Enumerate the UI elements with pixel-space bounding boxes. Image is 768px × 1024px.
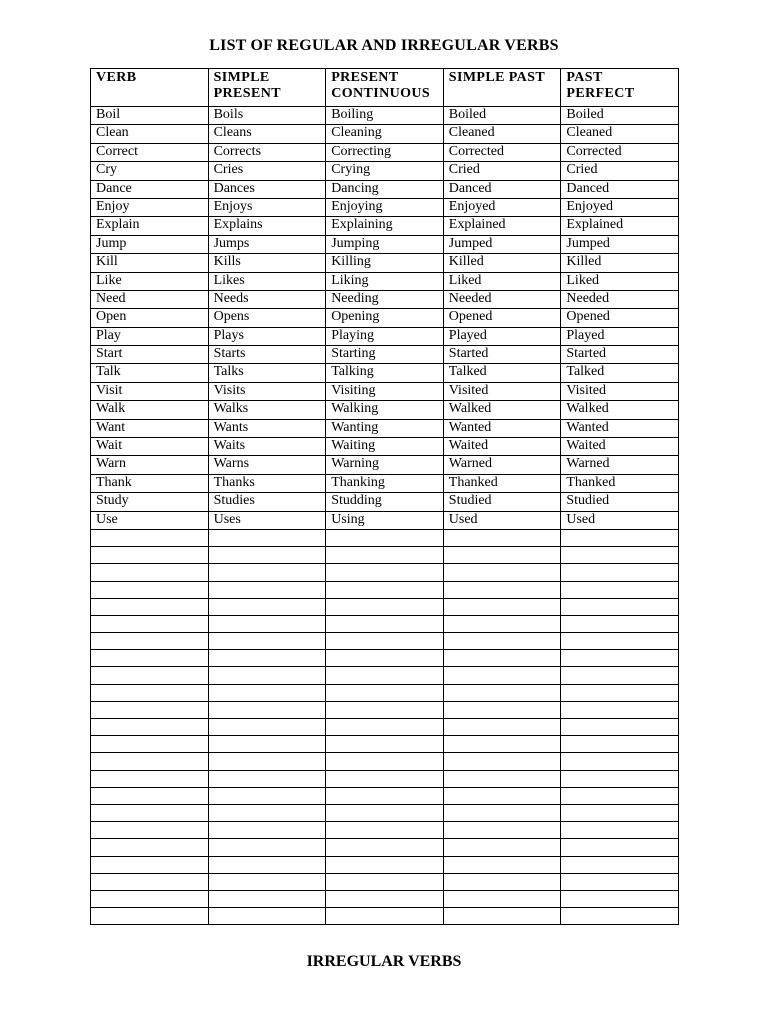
table-cell: Liking (326, 272, 444, 290)
empty-table-row (91, 804, 679, 821)
table-cell: Enjoys (208, 198, 326, 216)
empty-table-cell (561, 701, 679, 718)
table-cell: Visited (561, 382, 679, 400)
empty-table-cell (443, 770, 561, 787)
table-cell: Opened (561, 309, 679, 327)
table-row (91, 290, 679, 308)
empty-table-cell (561, 770, 679, 787)
verbs-table (90, 68, 679, 925)
empty-table-row (91, 770, 679, 787)
table-cell: Correct (91, 143, 209, 161)
table-row (91, 438, 679, 456)
empty-table-row (91, 667, 679, 684)
empty-table-cell (326, 908, 444, 925)
empty-table-cell (561, 547, 679, 564)
empty-table-cell (326, 547, 444, 564)
table-cell: Start (91, 346, 209, 364)
table-cell: Jumps (208, 235, 326, 253)
table-cell: Walked (443, 401, 561, 419)
table-cell: Liked (443, 272, 561, 290)
empty-table-cell (91, 667, 209, 684)
table-row (91, 162, 679, 180)
table-cell: Opening (326, 309, 444, 327)
empty-table-cell (443, 822, 561, 839)
empty-table-cell (208, 787, 326, 804)
table-cell: Talk (91, 364, 209, 382)
empty-table-cell (443, 890, 561, 907)
empty-table-row (91, 719, 679, 736)
empty-table-cell (208, 633, 326, 650)
table-cell: Talked (443, 364, 561, 382)
empty-table-cell (91, 839, 209, 856)
empty-table-cell (91, 908, 209, 925)
empty-table-cell (561, 650, 679, 667)
empty-table-cell (91, 856, 209, 873)
table-row (91, 217, 679, 235)
column-header: SIMPLE PRESENT (208, 69, 326, 107)
empty-table-cell (443, 529, 561, 546)
empty-table-cell (208, 564, 326, 581)
empty-table-cell (208, 581, 326, 598)
table-cell: Starts (208, 346, 326, 364)
empty-table-cell (326, 856, 444, 873)
table-cell: Explained (443, 217, 561, 235)
table-cell: Dancing (326, 180, 444, 198)
table-cell: Warned (443, 456, 561, 474)
empty-table-cell (443, 719, 561, 736)
table-cell: Cleaned (561, 125, 679, 143)
empty-table-cell (91, 822, 209, 839)
table-cell: Visit (91, 382, 209, 400)
table-cell: Wants (208, 419, 326, 437)
empty-table-row (91, 873, 679, 890)
table-cell: Enjoying (326, 198, 444, 216)
table-cell: Correcting (326, 143, 444, 161)
empty-table-cell (91, 787, 209, 804)
table-cell: Liked (561, 272, 679, 290)
table-cell: Explaining (326, 217, 444, 235)
table-row (91, 272, 679, 290)
empty-table-cell (208, 701, 326, 718)
empty-table-row (91, 581, 679, 598)
table-cell: Need (91, 290, 209, 308)
table-row (91, 198, 679, 216)
empty-table-row (91, 598, 679, 615)
empty-table-cell (443, 804, 561, 821)
empty-table-cell (91, 615, 209, 632)
table-cell: Warns (208, 456, 326, 474)
table-cell: Danced (561, 180, 679, 198)
empty-table-cell (208, 822, 326, 839)
table-cell: Explained (561, 217, 679, 235)
table-cell: Wanting (326, 419, 444, 437)
empty-table-cell (326, 787, 444, 804)
column-header: PAST PERFECT (561, 69, 679, 107)
table-row (91, 235, 679, 253)
empty-table-cell (91, 598, 209, 615)
table-cell: Open (91, 309, 209, 327)
empty-table-cell (326, 701, 444, 718)
empty-table-cell (208, 547, 326, 564)
empty-table-cell (208, 667, 326, 684)
empty-table-cell (91, 701, 209, 718)
table-cell: Cried (561, 162, 679, 180)
table-cell: Boiling (326, 107, 444, 125)
empty-table-cell (326, 684, 444, 701)
empty-table-row (91, 529, 679, 546)
empty-table-cell (443, 667, 561, 684)
table-cell: Played (561, 327, 679, 345)
empty-table-cell (91, 719, 209, 736)
empty-table-row (91, 839, 679, 856)
table-cell: Studding (326, 493, 444, 511)
empty-table-cell (561, 667, 679, 684)
table-cell: Corrected (443, 143, 561, 161)
empty-table-row (91, 684, 679, 701)
table-cell: Use (91, 511, 209, 529)
empty-table-cell (91, 650, 209, 667)
table-cell: Studied (443, 493, 561, 511)
empty-table-cell (561, 529, 679, 546)
empty-table-cell (561, 598, 679, 615)
table-cell: Played (443, 327, 561, 345)
table-cell: Killed (443, 254, 561, 272)
empty-table-row (91, 908, 679, 925)
table-row (91, 107, 679, 125)
table-row (91, 401, 679, 419)
table-cell: Kills (208, 254, 326, 272)
table-cell: Needed (561, 290, 679, 308)
empty-table-cell (443, 856, 561, 873)
table-row (91, 346, 679, 364)
empty-table-cell (326, 736, 444, 753)
table-cell: Boiled (561, 107, 679, 125)
empty-table-cell (208, 839, 326, 856)
table-cell: Warned (561, 456, 679, 474)
empty-table-cell (208, 890, 326, 907)
table-cell: Waited (561, 438, 679, 456)
table-row (91, 254, 679, 272)
table-cell: Uses (208, 511, 326, 529)
table-cell: Dances (208, 180, 326, 198)
table-cell: Dance (91, 180, 209, 198)
empty-table-cell (443, 736, 561, 753)
empty-table-cell (326, 770, 444, 787)
table-cell: Explain (91, 217, 209, 235)
empty-table-cell (326, 873, 444, 890)
empty-table-cell (561, 564, 679, 581)
empty-table-cell (443, 701, 561, 718)
empty-table-cell (326, 839, 444, 856)
table-cell: Needs (208, 290, 326, 308)
table-cell: Enjoy (91, 198, 209, 216)
empty-table-cell (208, 529, 326, 546)
table-cell: Started (443, 346, 561, 364)
empty-table-cell (326, 650, 444, 667)
empty-table-cell (561, 908, 679, 925)
table-cell: Jumped (443, 235, 561, 253)
column-header: SIMPLE PAST (443, 69, 561, 107)
table-cell: Jumping (326, 235, 444, 253)
table-cell: Killed (561, 254, 679, 272)
empty-table-cell (208, 598, 326, 615)
table-cell: Thanked (443, 474, 561, 492)
table-row (91, 382, 679, 400)
empty-table-cell (208, 770, 326, 787)
table-cell: Thanking (326, 474, 444, 492)
table-cell: Corrected (561, 143, 679, 161)
table-cell: Visited (443, 382, 561, 400)
empty-table-row (91, 701, 679, 718)
empty-table-cell (208, 650, 326, 667)
table-cell: Waiting (326, 438, 444, 456)
table-cell: Enjoyed (443, 198, 561, 216)
empty-table-cell (326, 822, 444, 839)
table-cell: Studied (561, 493, 679, 511)
table-cell: Cleaned (443, 125, 561, 143)
table-cell: Talking (326, 364, 444, 382)
empty-table-cell (561, 719, 679, 736)
empty-table-cell (561, 873, 679, 890)
empty-table-cell (326, 633, 444, 650)
table-cell: Used (561, 511, 679, 529)
empty-table-cell (443, 908, 561, 925)
empty-table-cell (443, 581, 561, 598)
empty-table-cell (443, 684, 561, 701)
table-cell: Started (561, 346, 679, 364)
table-cell: Starting (326, 346, 444, 364)
table-cell: Wait (91, 438, 209, 456)
table-cell: Talked (561, 364, 679, 382)
table-cell: Cries (208, 162, 326, 180)
empty-table-row (91, 736, 679, 753)
empty-table-cell (208, 684, 326, 701)
empty-table-cell (443, 564, 561, 581)
empty-table-cell (326, 581, 444, 598)
empty-table-cell (208, 736, 326, 753)
table-cell: Corrects (208, 143, 326, 161)
column-header: PRESENT CONTINUOUS (326, 69, 444, 107)
empty-table-cell (561, 633, 679, 650)
table-cell: Play (91, 327, 209, 345)
empty-table-cell (326, 753, 444, 770)
table-row (91, 474, 679, 492)
table-cell: Cried (443, 162, 561, 180)
table-cell: Crying (326, 162, 444, 180)
table-body (91, 107, 679, 925)
table-row (91, 327, 679, 345)
table-cell: Jumped (561, 235, 679, 253)
empty-table-cell (443, 839, 561, 856)
table-cell: Likes (208, 272, 326, 290)
table-cell: Boil (91, 107, 209, 125)
empty-table-cell (91, 873, 209, 890)
table-cell: Walked (561, 401, 679, 419)
empty-table-cell (208, 856, 326, 873)
empty-table-cell (443, 787, 561, 804)
empty-table-cell (208, 615, 326, 632)
table-cell: Wanted (443, 419, 561, 437)
table-cell: Opened (443, 309, 561, 327)
empty-table-cell (443, 650, 561, 667)
table-cell: Wanted (561, 419, 679, 437)
table-cell: Danced (443, 180, 561, 198)
empty-table-cell (91, 753, 209, 770)
empty-table-cell (208, 804, 326, 821)
table-cell: Warning (326, 456, 444, 474)
empty-table-cell (91, 564, 209, 581)
empty-table-row (91, 564, 679, 581)
table-cell: Thanks (208, 474, 326, 492)
empty-table-cell (326, 719, 444, 736)
page-title: LIST OF REGULAR AND IRREGULAR VERBS (209, 37, 559, 54)
table-cell: Waited (443, 438, 561, 456)
empty-table-cell (326, 667, 444, 684)
empty-table-cell (208, 873, 326, 890)
empty-table-cell (561, 890, 679, 907)
empty-table-cell (326, 529, 444, 546)
table-cell: Jump (91, 235, 209, 253)
empty-table-cell (91, 581, 209, 598)
table-cell: Thank (91, 474, 209, 492)
table-cell: Kill (91, 254, 209, 272)
empty-table-cell (561, 856, 679, 873)
empty-table-row (91, 633, 679, 650)
table-cell: Walk (91, 401, 209, 419)
empty-table-cell (443, 547, 561, 564)
column-header: VERB (91, 69, 209, 107)
table-cell: Enjoyed (561, 198, 679, 216)
table-cell: Cleans (208, 125, 326, 143)
empty-table-row (91, 822, 679, 839)
empty-table-cell (326, 615, 444, 632)
table-cell: Study (91, 493, 209, 511)
table-cell: Talks (208, 364, 326, 382)
empty-table-cell (91, 633, 209, 650)
table-row (91, 143, 679, 161)
table-cell: Used (443, 511, 561, 529)
empty-table-cell (561, 581, 679, 598)
table-cell: Warn (91, 456, 209, 474)
empty-table-cell (443, 633, 561, 650)
empty-table-cell (443, 615, 561, 632)
table-cell: Using (326, 511, 444, 529)
table-cell: Thanked (561, 474, 679, 492)
empty-table-cell (91, 804, 209, 821)
empty-table-row (91, 615, 679, 632)
empty-table-cell (91, 684, 209, 701)
empty-table-cell (561, 753, 679, 770)
table-header-row (91, 69, 679, 107)
table-cell: Clean (91, 125, 209, 143)
table-cell: Waits (208, 438, 326, 456)
table-cell: Opens (208, 309, 326, 327)
empty-table-cell (208, 753, 326, 770)
empty-table-cell (561, 684, 679, 701)
table-cell: Boils (208, 107, 326, 125)
table-cell: Needed (443, 290, 561, 308)
table-cell: Studies (208, 493, 326, 511)
table-cell: Cleaning (326, 125, 444, 143)
empty-table-cell (443, 753, 561, 770)
empty-table-cell (326, 890, 444, 907)
empty-table-cell (443, 873, 561, 890)
table-cell: Boiled (443, 107, 561, 125)
empty-table-row (91, 547, 679, 564)
table-row (91, 456, 679, 474)
table-cell: Needing (326, 290, 444, 308)
table-row (91, 511, 679, 529)
empty-table-cell (208, 719, 326, 736)
empty-table-cell (561, 822, 679, 839)
table-cell: Like (91, 272, 209, 290)
table-cell: Plays (208, 327, 326, 345)
empty-table-cell (326, 598, 444, 615)
table-row (91, 493, 679, 511)
table-row (91, 309, 679, 327)
table-cell: Walks (208, 401, 326, 419)
empty-table-cell (91, 736, 209, 753)
empty-table-cell (561, 787, 679, 804)
empty-table-cell (91, 890, 209, 907)
table-cell: Visiting (326, 382, 444, 400)
table-row (91, 364, 679, 382)
table-cell: Want (91, 419, 209, 437)
empty-table-cell (561, 804, 679, 821)
table-row (91, 125, 679, 143)
empty-table-cell (561, 615, 679, 632)
empty-table-cell (326, 804, 444, 821)
table-row (91, 419, 679, 437)
table-cell: Playing (326, 327, 444, 345)
empty-table-cell (91, 547, 209, 564)
empty-table-cell (326, 564, 444, 581)
empty-table-cell (561, 736, 679, 753)
table-cell: Cry (91, 162, 209, 180)
empty-table-cell (443, 598, 561, 615)
empty-table-cell (561, 839, 679, 856)
table-cell: Killing (326, 254, 444, 272)
empty-table-row (91, 753, 679, 770)
table-cell: Visits (208, 382, 326, 400)
table-cell: Explains (208, 217, 326, 235)
empty-table-cell (208, 908, 326, 925)
empty-table-cell (91, 529, 209, 546)
empty-table-row (91, 856, 679, 873)
table-cell: Walking (326, 401, 444, 419)
empty-table-row (91, 787, 679, 804)
empty-table-cell (91, 770, 209, 787)
table-row (91, 180, 679, 198)
empty-table-row (91, 650, 679, 667)
section-title: IRREGULAR VERBS (306, 953, 462, 970)
empty-table-row (91, 890, 679, 907)
